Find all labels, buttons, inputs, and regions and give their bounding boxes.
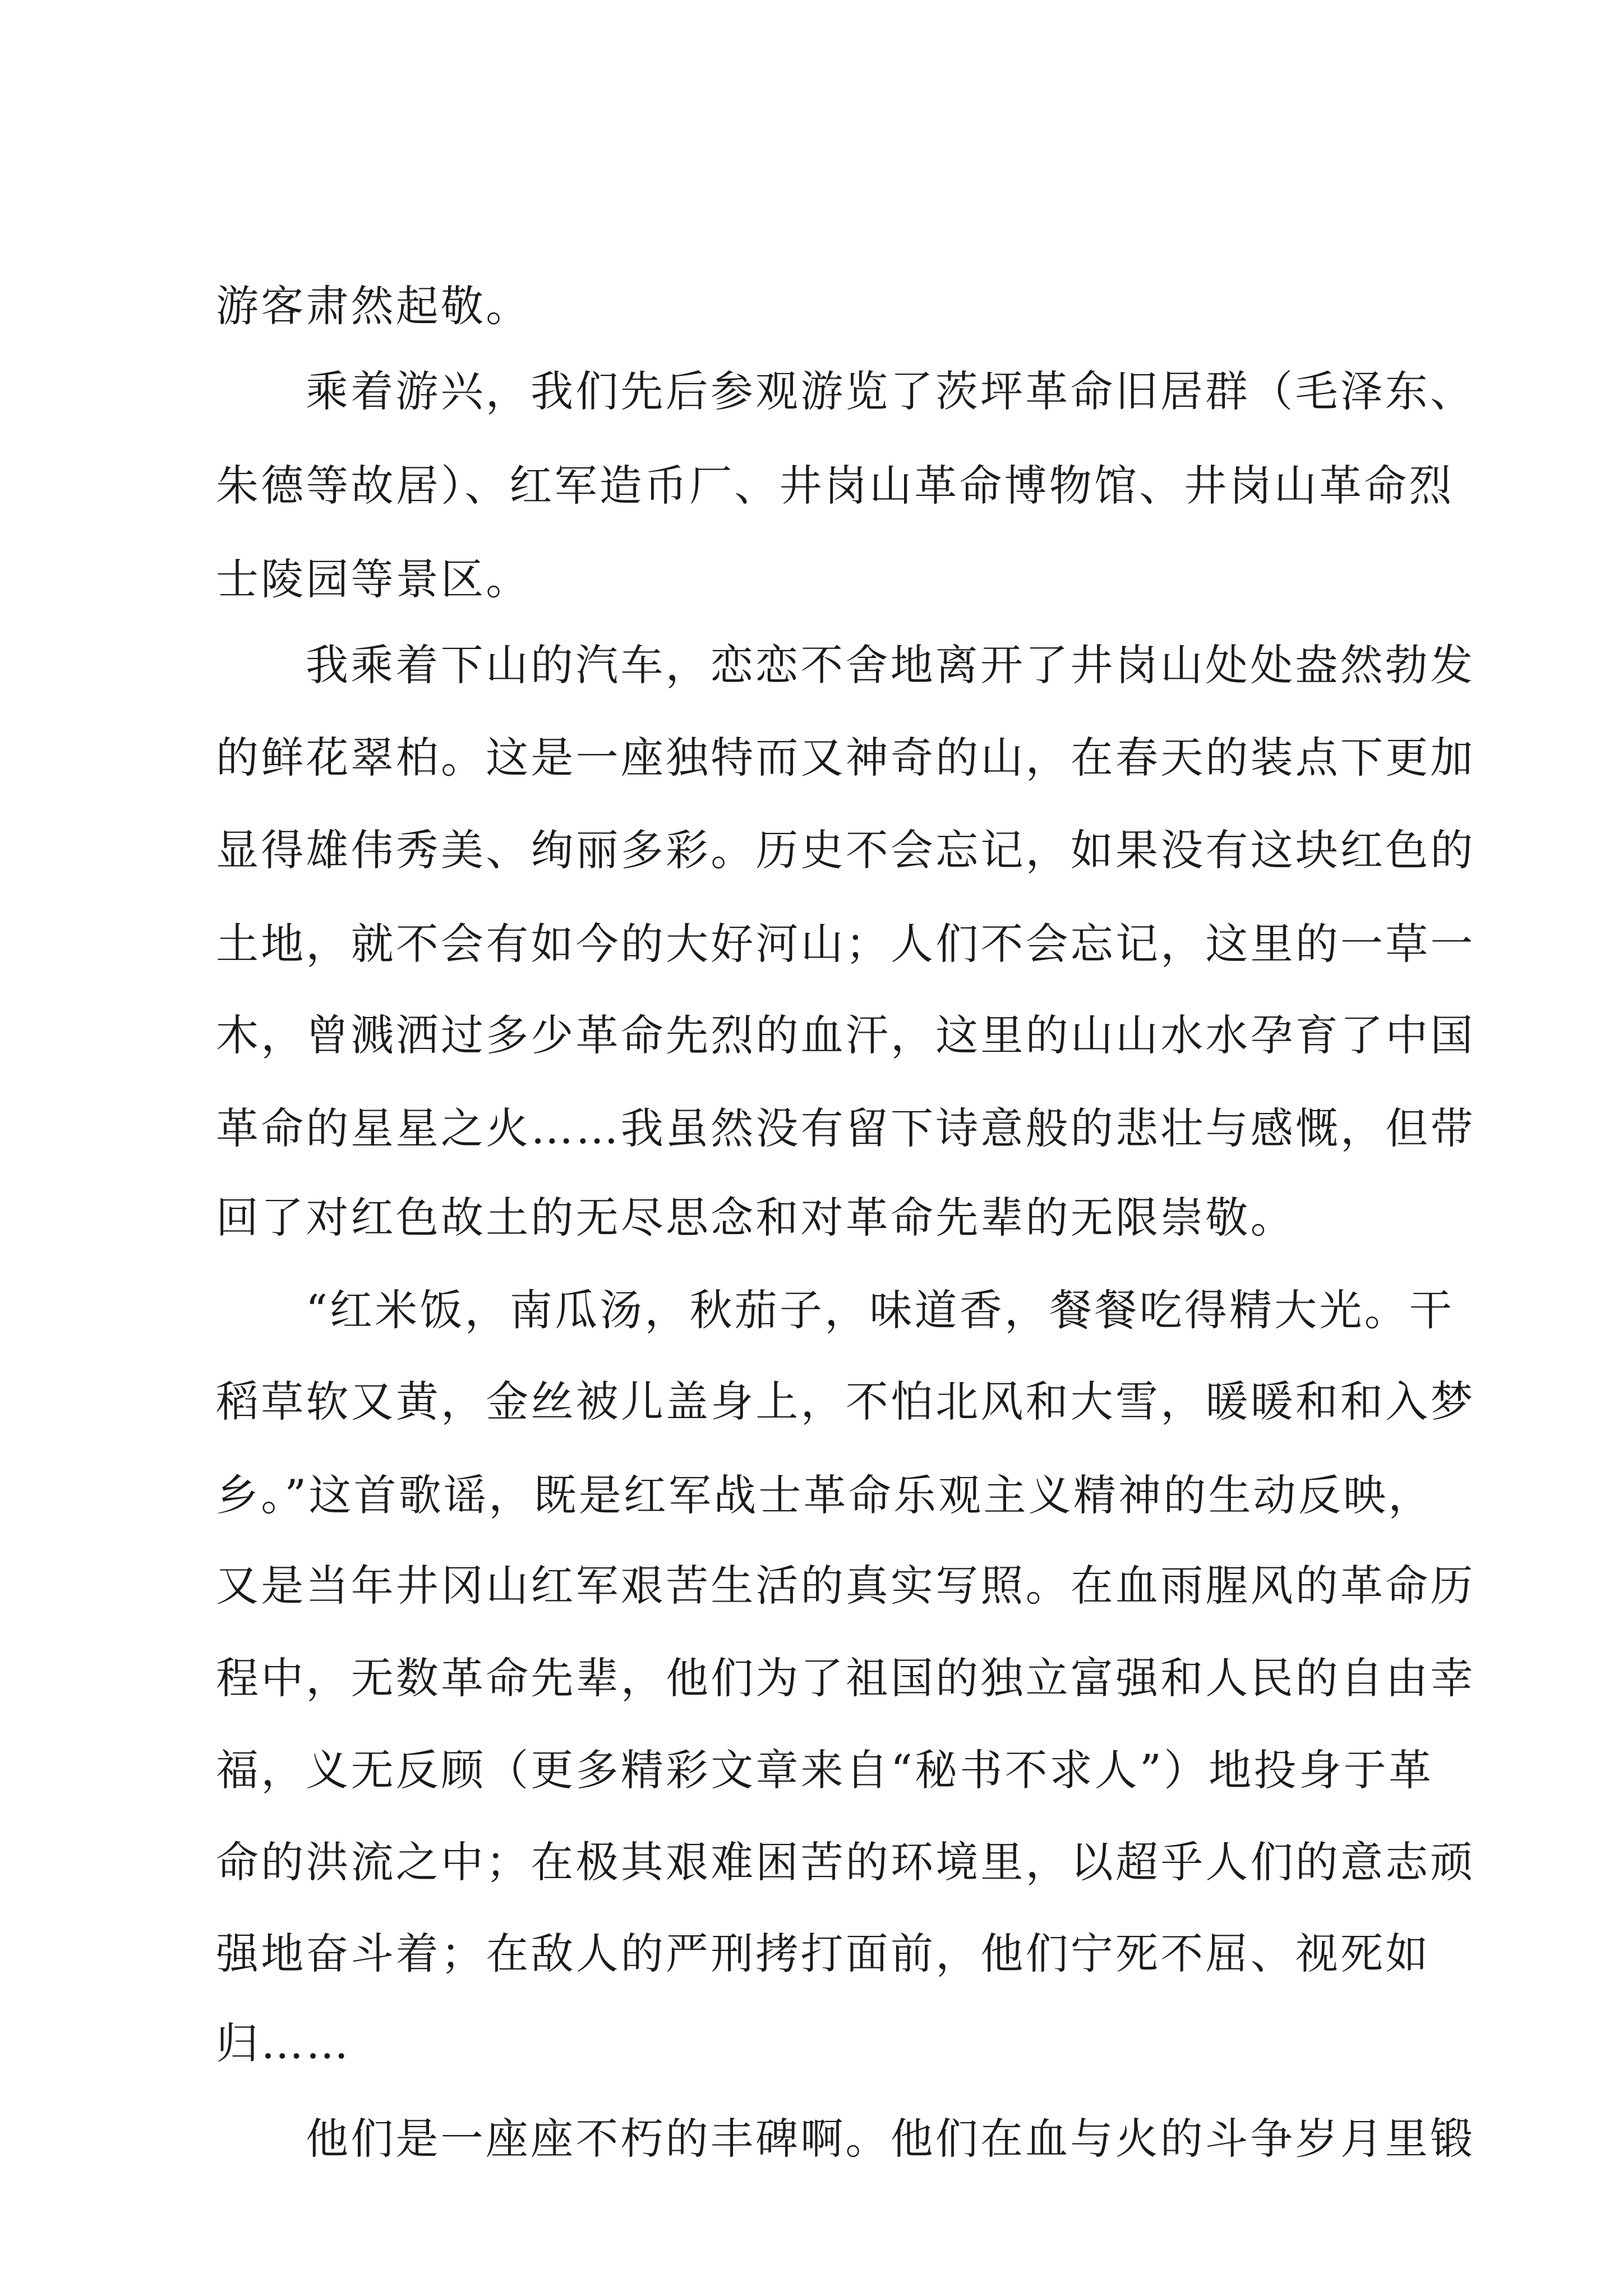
paragraph-line: 强地奋斗着；在敌人的严刑拷打面前，他们宁死不屈、视死如 xyxy=(216,1929,1431,1978)
paragraph-line: 木，曾溅洒过多少革命先烈的血汗，这里的山山水水孕育了中国 xyxy=(216,1010,1476,1060)
paragraph-line: 乡。”这首歌谣，既是红军战士革命乐观主义精神的生动反映， xyxy=(216,1470,1433,1520)
paragraph-line: 回了对红色故土的无尽思念和对革命先辈的无限崇敬。 xyxy=(216,1193,1295,1243)
paragraph-line: 程中，无数革命先辈，他们为了祖国的独立富强和人民的自由幸 xyxy=(216,1653,1476,1703)
paragraph-line: “红米饭，南瓜汤，秋茄子，味道香，餐餐吃得精大光。干 xyxy=(306,1285,1455,1335)
paragraph-line: 归…… xyxy=(216,2018,351,2068)
paragraph-line: 的鲜花翠柏。这是一座独特而又神奇的山，在春天的装点下更加 xyxy=(216,733,1476,783)
paragraph-line: 朱德等故居）、红军造币厂、井岗山革命博物馆、井岗山革命烈 xyxy=(216,461,1454,510)
paragraph-line: 又是当年井冈山红军艰苦生活的真实写照。在血雨腥风的革命历 xyxy=(216,1561,1476,1611)
paragraph-line: 稻草软又黄，金丝被儿盖身上，不怕北风和大雪，暖暖和和入梦 xyxy=(216,1377,1476,1427)
paragraph-line: 他们是一座座不朽的丰碑啊。他们在血与火的斗争岁月里锻 xyxy=(306,2114,1476,2164)
paragraph-line: 士陵园等景区。 xyxy=(216,554,531,604)
paragraph-line: 我乘着下山的汽车，恋恋不舍地离开了井岗山处处盎然勃发 xyxy=(306,640,1476,690)
paragraph-line: 福，义无反顾（更多精彩文章来自“秘书不求人”）地投身于革 xyxy=(216,1745,1434,1795)
paragraph-line: 游客肃然起敬。 xyxy=(216,281,531,331)
paragraph-line: 乘着游兴，我们先后参观游览了茨坪革命旧居群（毛泽东、 xyxy=(306,366,1476,416)
paragraph-line: 显得雄伟秀美、绚丽多彩。历史不会忘记，如果没有这块红色的 xyxy=(216,825,1476,875)
paragraph-line: 土地，就不会有如今的大好河山；人们不会忘记，这里的一草一 xyxy=(216,919,1476,969)
paragraph-line: 革命的星星之火……我虽然没有留下诗意般的悲壮与感慨，但带 xyxy=(216,1103,1476,1153)
paragraph-line: 命的洪流之中；在极其艰难困苦的环境里，以超乎人们的意志顽 xyxy=(216,1837,1476,1887)
